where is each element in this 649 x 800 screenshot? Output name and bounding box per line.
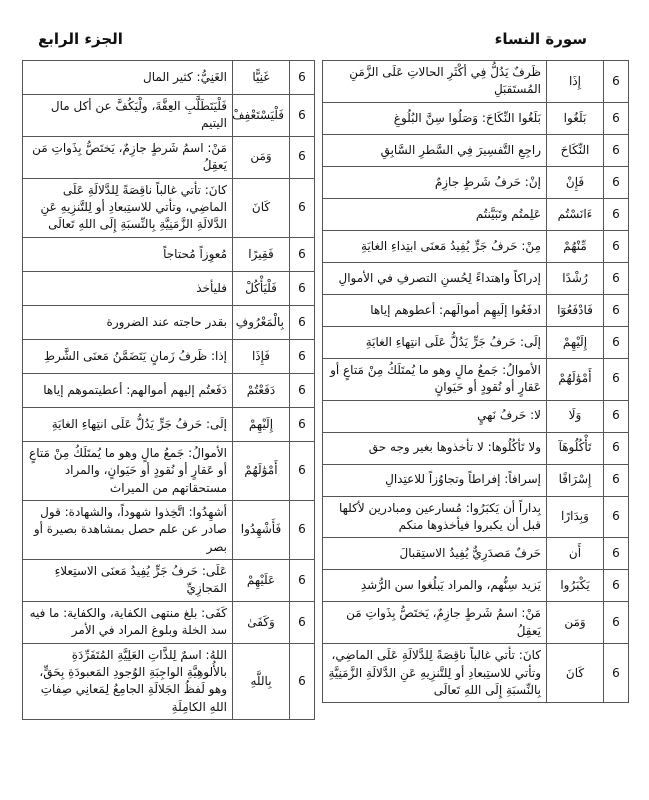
word-cell: النِّكَاحَ [547,134,604,166]
word-cell: فَقِيرًا [233,237,290,271]
meaning-cell: بقدر حاجته عند الضرورة [23,305,233,339]
verse-number-cell: 6 [604,294,629,326]
word-cell: أَن [547,538,604,570]
word-cell: فَإِذَا [233,339,290,373]
word-cell: كَانَ [547,644,604,703]
word-cell: وَمَن [233,136,290,178]
glossary-row [323,294,629,326]
verse-number-cell: 6 [290,305,315,339]
verse-number-cell: 6 [290,407,315,441]
verse-number-cell: 6 [604,166,629,198]
glossary-row [23,643,315,720]
glossary-row [23,500,315,559]
word-cell: إِلَيْهِمْ [547,326,604,358]
meaning-cell: كَفَى: بلغ منتهى الكفاية، والكفاية: ما فيه سد الخلة وبلوغ المراد في الأمر [23,601,233,643]
word-cell: فَأَشْهِدُوا [233,500,290,559]
meaning-cell: ظَرفٌ يَدُلُّ فِي أكْثَرِ الحالاتِ عَلَى الزَّمَنِ المُستَقبَلِ [323,61,547,103]
glossary-row [23,339,315,373]
meaning-cell: الأموالُ: جَمعُ مالٍ وهو ما يُمتَلَكُ مِنْ مَتاعٍ أو عَقارٍ أو نُقودٍ أو حَيَوانٍ، والمراد مستحقاتهم من الميراث [23,441,233,500]
word-cell: فَإِنْ [547,166,604,198]
meaning-cell: إلَى: حَرفُ جَرٍّ يَدُلُّ عَلَى انتِهاءِ الغايَةِ [323,326,547,358]
verse-number-cell: 6 [604,134,629,166]
word-cell: أَمْوَٰلَهُمْ [547,358,604,400]
meaning-cell: عَلَى: حَرفُ جَرٍّ يُفِيدُ مَعنَى الاستِعلاءِ المَجازِيِّ [23,560,233,602]
word-cell: غَنِيًّا [233,61,290,95]
verse-number-cell: 6 [604,432,629,464]
glossary-row [323,602,629,644]
word-cell: إِذَا [547,61,604,103]
verse-number-cell: 6 [604,61,629,103]
word-cell: رُشْدًا [547,262,604,294]
glossary-row [323,134,629,166]
meaning-cell: كانَ: تأتي غالباً ناقِصَةً لِلدَّلالَةِ عَلَى الماضِي، وتأتي للاستِبعادِ أو لِلتَّنزِيهِ عَنِ الدَّلالَةِ الزَّمَنِيَّةِ بِالنِّسبَةِ إِلَى اللهِ تَعالَى [23,178,233,237]
glossary-row [23,178,315,237]
glossary-row [323,61,629,103]
glossary-row [323,230,629,262]
verse-number-cell: 6 [290,601,315,643]
meaning-cell: مِنْ: حَرفُ جَرٍّ يُفِيدُ مَعنَى ابتِداءِ الغايَةِ [323,230,547,262]
meaning-cell: لا: حَرفُ نَهيٍ [323,400,547,432]
meaning-cell: مَنْ: اسمُ شَرطٍ جازِمٌ، يَختَصُّ بِذَواتِ مَن يَعقِلُ [23,136,233,178]
word-cell: وَبِدَارًا [547,496,604,538]
word-cell: يَكْبَرُوا [547,570,604,602]
meaning-cell: كانَ: تأتي غالباً ناقِصَةً لِلدَّلالَةِ عَلَى الماضِي، وتأتي للاستِبعادِ أو لِلتَّنزِيهِ عَنِ الدَّلالَةِ الزَّمَنِيَّةِ بِالنِّسبَةِ إِلَى اللهِ تَعالَى [323,644,547,703]
meaning-cell: إذا: ظَرفُ زَمانٍ يَتَضَمَّنُ مَعنَى الشَّرطِ [23,339,233,373]
glossary-row [23,271,315,305]
meaning-cell: بَلَغُوا النِّكَاحَ: وَصَلُوا سِنَّ البُلُوغِ [323,102,547,134]
meaning-cell: الغَنِيُّ: كثير المال [23,61,233,95]
word-cell: تَأْكُلُوهَآ [547,432,604,464]
word-cell: إِسْرَافًا [547,464,604,496]
glossary-row [23,441,315,500]
glossary-row [323,538,629,570]
verse-number-cell: 6 [604,570,629,602]
verse-number-cell: 6 [604,102,629,134]
meaning-cell: بِداراً أن يَكبَرُوا: مُسارعين ومبادرين لأكلها قبل أن يكبروا فيأخذوها منكم [323,496,547,538]
glossary-row [323,496,629,538]
meaning-cell: ادفَعُوا إلَيهِم أموالَهم: أعطوهم إياها [323,294,547,326]
word-cell: إِلَيْهِمْ [233,407,290,441]
meaning-cell: اللهُ: اسمٌ لِلذَّاتِ العَلِيَّةِ المُتَفَرِّدَةِ بالأُلوهِيَّةِ الواجِبَةِ الوُجودِ المَعبودَةِ بِحَقٍّ، وهو لَفظُ الجَلالَةِ الجامِعُ لِمَعانِي صِفاتِ اللهِ الكامِلَةِ [23,643,233,720]
word-cell: بِالْمَعْرُوفِ [233,305,290,339]
meaning-cell: الأموالُ: جَمعُ مالٍ وهو ما يُمتَلَكُ مِنْ مَتاعٍ أو عَقارٍ أو نُقودٍ أو حَيَوانٍ [323,358,547,400]
meaning-cell: راجِعِ التَّفسِيرَ فِي السَّطرِ السَّابِقِ [323,134,547,166]
glossary-row [323,570,629,602]
glossary-row [323,166,629,198]
meaning-cell: إنْ: حَرفُ شَرطٍ جازِمٌ [323,166,547,198]
verse-number-cell: 6 [290,441,315,500]
meaning-cell: عَلِمتُم وتَبَيَّنتُم [323,198,547,230]
meaning-cell: مُعوِزاً مُحتاجاً [23,237,233,271]
word-cell: ءَانَسْتُم [547,198,604,230]
word-cell: وَكَفَىٰ [233,601,290,643]
verse-number-cell: 6 [604,326,629,358]
meaning-cell: إدراكاً واهتداءً لِحُسنِ التصرفِ في الأموالِ [323,262,547,294]
word-cell: دَفَعْتُمْ [233,373,290,407]
meaning-cell: ولا تَأكُلُوها: لا تأخذوها بغير وجه حق [323,432,547,464]
glossary-row [323,464,629,496]
glossary-row [23,560,315,602]
word-cell: فَلْيَأْكُلْ [233,271,290,305]
verse-number-cell: 6 [290,136,315,178]
glossary-table-right [322,60,629,703]
verse-number-cell: 6 [604,644,629,703]
word-cell: بَلَغُوا [547,102,604,134]
glossary-table-left [22,60,315,720]
word-cell: وَمَن [547,602,604,644]
verse-number-cell: 6 [604,198,629,230]
meaning-cell: فليأخذ [23,271,233,305]
meaning-cell: إلَى: حَرفُ جَرٍّ يَدُلُّ عَلَى انتِهاءِ الغايَةِ [23,407,233,441]
verse-number-cell: 6 [604,496,629,538]
glossary-row [23,601,315,643]
meaning-cell: دَفَعتُم إليهم أموالهم: أعطيتموهم إياها [23,373,233,407]
glossary-row [323,198,629,230]
verse-number-cell: 6 [290,95,315,137]
verse-number-cell: 6 [290,61,315,95]
glossary-row [323,262,629,294]
word-cell: مِّنْهُمْ [547,230,604,262]
verse-number-cell: 6 [290,339,315,373]
glossary-row [323,102,629,134]
word-cell: عَلَيْهِمْ [233,560,290,602]
glossary-row [323,326,629,358]
verse-number-cell: 6 [604,464,629,496]
glossary-row [23,407,315,441]
meaning-cell: إسرافاً: إفراطاً وتجاوُزاً للاعتِدالِ [323,464,547,496]
meaning-cell: فَلْيَتَطَلَّبِ العِفَّةَ، ولْيَكُفَّ عن أكل مال اليتيم [23,95,233,137]
glossary-row [23,61,315,95]
verse-number-cell: 6 [290,373,315,407]
glossary-row [23,305,315,339]
glossary-row [323,400,629,432]
word-cell: كَانَ [233,178,290,237]
glossary-row [323,644,629,703]
verse-number-cell: 6 [604,400,629,432]
verse-number-cell: 6 [604,538,629,570]
verse-number-cell: 6 [604,358,629,400]
glossary-row [23,237,315,271]
word-cell: أَمْوَٰلَهُمْ [233,441,290,500]
meaning-cell: أشهِدُوا: اتَّخِذوا شهوداً، والشهادة: قول صادر عن علم حصل بمشاهدة بصيرة أو بصر [23,500,233,559]
word-cell: فَلْيَسْتَعْفِفْ [233,95,290,137]
verse-number-cell: 6 [290,271,315,305]
verse-number-cell: 6 [290,643,315,720]
verse-number-cell: 6 [604,602,629,644]
meaning-cell: حَرفٌ مَصدَرِيٌّ يُفِيدُ الاستِقبالَ [323,538,547,570]
meaning-cell: يَزيد سِنُّهم، والمراد يَبلُغوا سن الرُّشدِ [323,570,547,602]
surah-title: سورة النساء [494,30,587,48]
word-cell: بِاللَّهِ [233,643,290,720]
verse-number-cell: 6 [290,237,315,271]
glossary-row [323,358,629,400]
meaning-cell: مَنْ: اسمُ شَرطٍ جازِمٌ، يَختَصُّ بِذَواتِ مَن يَعقِلُ [323,602,547,644]
part-title: الجزء الرابع [38,30,123,48]
verse-number-cell: 6 [604,230,629,262]
glossary-row [23,136,315,178]
glossary-row [323,432,629,464]
verse-number-cell: 6 [290,560,315,602]
verse-number-cell: 6 [290,500,315,559]
verse-number-cell: 6 [604,262,629,294]
page-header [22,30,627,52]
glossary-row [23,95,315,137]
word-cell: وَلَا [547,400,604,432]
verse-number-cell: 6 [290,178,315,237]
word-cell: فَادْفَعُوٓا [547,294,604,326]
glossary-row [23,373,315,407]
